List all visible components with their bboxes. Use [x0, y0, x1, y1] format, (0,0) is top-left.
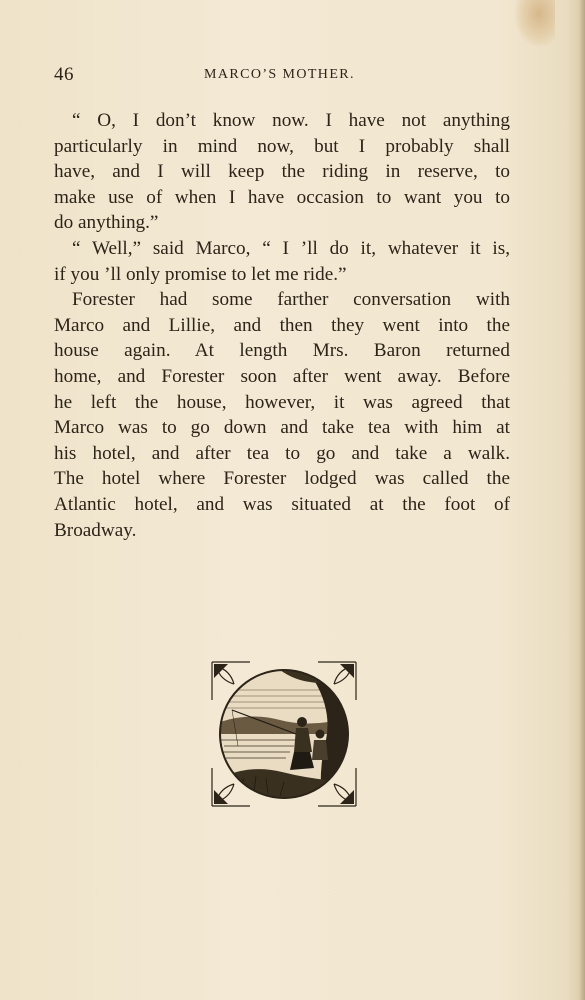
running-title: MARCO’S MOTHER.: [204, 67, 355, 82]
text-line: “ O, I don’t know now. I have not anything: [72, 110, 510, 131]
page-edge-shadow: [579, 0, 585, 1000]
text-line: have, and I will keep the riding in reserve, to: [54, 161, 510, 183]
text-line: Atlantic hotel, and was situated at the foot of: [54, 493, 510, 515]
body-text: [54, 108, 510, 543]
text-line: house again. At length Mrs. Baron returned: [54, 340, 510, 362]
text-line: particularly in mind now, but I probably shall: [54, 135, 510, 157]
text-line: The hotel where Forester lodged was called the: [54, 468, 510, 490]
text-line: he left the house, however, it was agreed that: [54, 391, 510, 413]
page-number: 46: [54, 64, 74, 85]
text-line: Marco and Lillie, and then they went into the: [54, 314, 510, 336]
running-header: [54, 64, 510, 88]
text-line: home, and Forester soon after went away. Before: [54, 365, 510, 387]
text-line: Marco was to go down and take tea with him at: [54, 417, 510, 439]
text-line: make use of when I have occasion to want you to: [54, 186, 510, 208]
text-line: “ Well,” said Marco, “ I ’ll do it, whatever it is,: [72, 237, 510, 259]
text-line: his hotel, and after tea to go and take a walk.: [54, 442, 510, 464]
paper-stain: [515, 0, 555, 46]
text-line: do anything.”: [54, 212, 159, 234]
text-line: Forester had some farther conversation with: [72, 289, 510, 311]
text-line: if you ’ll only promise to let me ride.”: [54, 263, 347, 285]
fishing-vignette-illustration: [210, 660, 358, 808]
text-line: Broadway.: [54, 519, 137, 541]
